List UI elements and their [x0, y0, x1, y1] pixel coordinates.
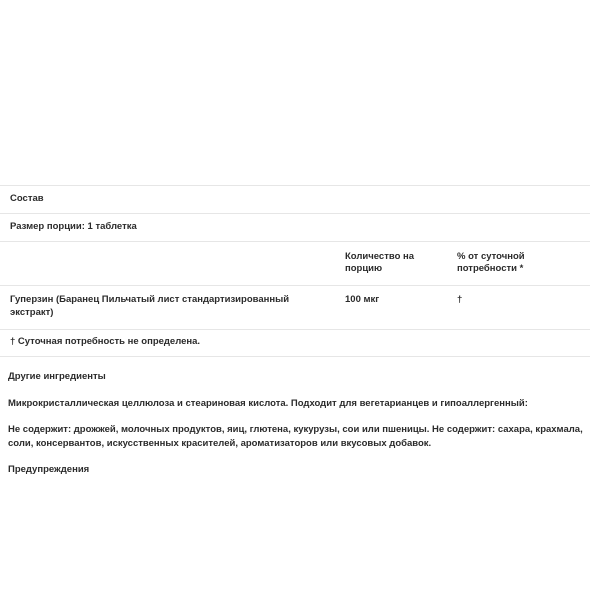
- table-row-serving-size: [0, 213, 590, 241]
- table-row-footnote: [0, 329, 590, 356]
- table-row-title: [0, 186, 590, 214]
- free-from-paragraph: Не содержит: дрожжей, молочных продуктов, яиц, глютена, кукурузы, сои или пшеницы. Не содержит: сахара, крахмала, соли, консервантов, искусственных красителей, ароматизаторов или вкусовых добавок.: [8, 424, 583, 450]
- ingredient-daily-value: †: [447, 286, 590, 330]
- daily-value-footnote: † Суточная потребность не определена.: [0, 329, 590, 356]
- column-header-amount-per-serving: Количество на порцию: [335, 241, 447, 286]
- serving-size-label: Размер порции: 1 таблетка: [0, 213, 590, 241]
- supplement-facts-table: [0, 185, 590, 357]
- column-header-daily-value: % от суточной потребности *: [447, 241, 590, 286]
- table-row: [0, 286, 590, 330]
- other-ingredients-heading: Другие ингредиенты: [8, 370, 106, 382]
- column-header-name: [0, 241, 335, 286]
- body-copy-section: [0, 371, 600, 477]
- panel-title: Состав: [0, 186, 590, 214]
- table-row-headers: [0, 241, 590, 286]
- warnings-heading: Предупреждения: [8, 463, 90, 475]
- ingredient-amount: 100 мкг: [335, 286, 447, 330]
- other-ingredients-paragraph: Микрокристаллическая целлюлоза и стеариновая кислота. Подходит для вегетарианцев и гипоаллергенный:: [8, 397, 528, 409]
- ingredient-name: Гуперзин (Баранец Пильчатый лист стандартизированный экстракт): [0, 286, 335, 330]
- top-spacer: [0, 0, 600, 185]
